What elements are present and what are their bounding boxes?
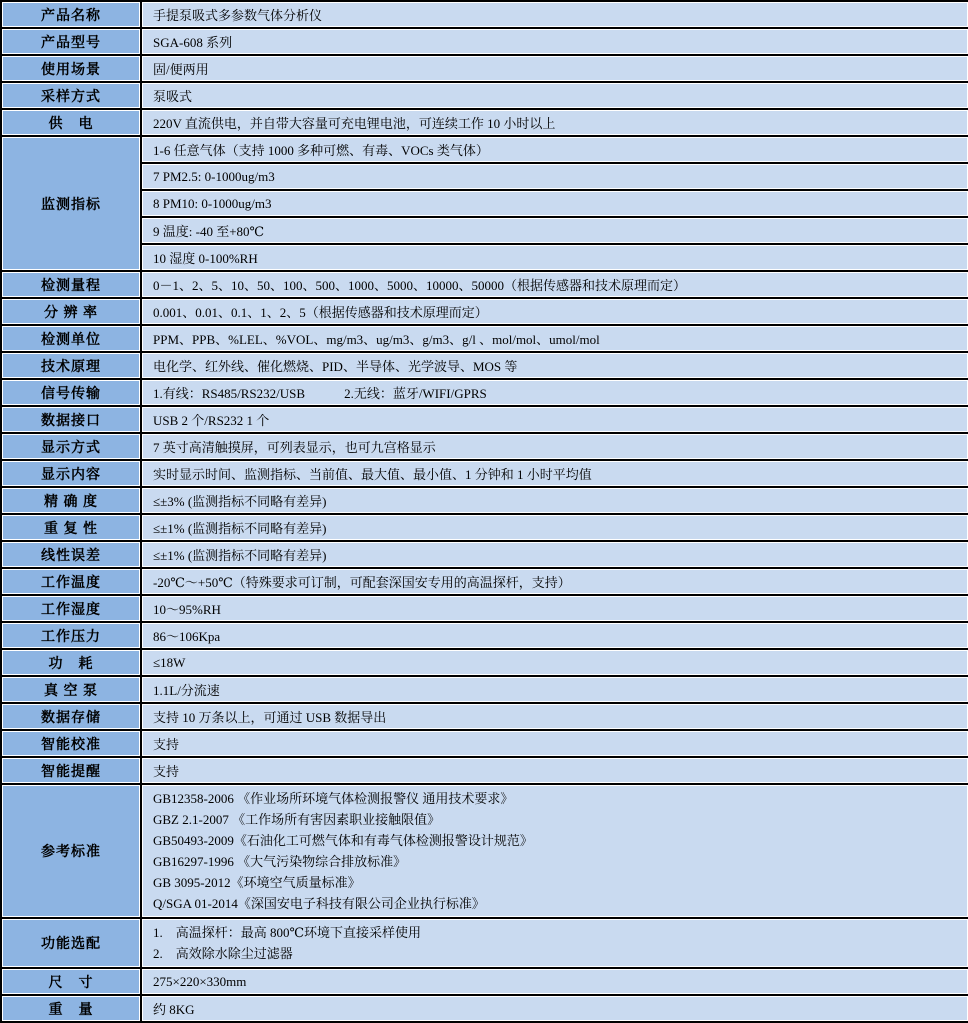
- row-label: 检测量程: [1, 271, 141, 298]
- spec-row: [1, 325, 968, 352]
- row-value: 泵吸式: [141, 82, 968, 109]
- row-value: 275×220×330mm: [141, 968, 968, 995]
- row-value: 9 温度: -40 至+80℃: [141, 217, 968, 244]
- row-value: 0.001、0.01、0.1、1、2、5（根据传感器和技术原理而定）: [141, 298, 968, 325]
- row-value: 10～95%RH: [141, 595, 968, 622]
- row-value: 约 8KG: [141, 995, 968, 1022]
- spec-row: [1, 460, 968, 487]
- row-value: 1.1L/分流速: [141, 676, 968, 703]
- row-label: 智能提醒: [1, 757, 141, 784]
- spec-row: [1, 622, 968, 649]
- row-label: 精 确 度: [1, 487, 141, 514]
- row-label: 重 量: [1, 995, 141, 1022]
- row-label: 工作压力: [1, 622, 141, 649]
- row-value: ≤±3% (监测指标不同略有差异): [141, 487, 968, 514]
- row-label: 智能校准: [1, 730, 141, 757]
- row-value: 220V 直流供电，并自带大容量可充电锂电池，可连续工作 10 小时以上: [141, 109, 968, 136]
- row-value-line: GB16297-1996 《大气污染物综合排放标准》: [153, 854, 407, 869]
- row-label: 功能选配: [1, 918, 141, 968]
- row-value-line: GBZ 2.1-2007 《工作场所有害因素职业接触限值》: [153, 812, 441, 827]
- spec-row: [1, 298, 968, 325]
- spec-row: [1, 649, 968, 676]
- row-value-line: 2. 高效除水除尘过滤器: [153, 946, 293, 961]
- row-label: 功 耗: [1, 649, 141, 676]
- row-label: 重 复 性: [1, 514, 141, 541]
- row-value: SGA-608 系列: [141, 28, 968, 55]
- row-value: 1-6 任意气体（支持 1000 多种可燃、有毒、VOCs 类气体）: [141, 136, 968, 163]
- row-label: 使用场景: [1, 55, 141, 82]
- row-value: ≤±1% (监测指标不同略有差异): [141, 541, 968, 568]
- row-value: 支持 10 万条以上，可通过 USB 数据导出: [141, 703, 968, 730]
- row-value: 86～106Kpa: [141, 622, 968, 649]
- row-label: 数据存储: [1, 703, 141, 730]
- row-value: 支持: [141, 757, 968, 784]
- spec-row: [1, 433, 968, 460]
- row-label: 真 空 泵: [1, 676, 141, 703]
- spec-row: [1, 379, 968, 406]
- row-value: 固/便两用: [141, 55, 968, 82]
- row-value: [141, 918, 968, 968]
- row-label: 线性误差: [1, 541, 141, 568]
- spec-row: [1, 676, 968, 703]
- row-label: 产品名称: [1, 1, 141, 28]
- row-label: 信号传输: [1, 379, 141, 406]
- spec-row: [1, 968, 968, 995]
- row-value: 手提泵吸式多参数气体分析仪: [141, 1, 968, 28]
- row-value-line: GB12358-2006 《作业场所环境气体检测报警仪 通用技术要求》: [153, 791, 514, 806]
- spec-row: [1, 109, 968, 136]
- spec-row: [1, 244, 968, 271]
- spec-row: [1, 995, 968, 1022]
- row-value: 实时显示时间、监测指标、当前值、最大值、最小值、1 分钟和 1 小时平均值: [141, 460, 968, 487]
- row-label: 工作湿度: [1, 595, 141, 622]
- row-value: USB 2 个/RS232 1 个: [141, 406, 968, 433]
- spec-row: [1, 82, 968, 109]
- spec-row: [1, 136, 968, 163]
- row-label: 采样方式: [1, 82, 141, 109]
- row-label: 工作温度: [1, 568, 141, 595]
- spec-row: [1, 406, 968, 433]
- row-value: 0－1、2、5、10、50、100、500、1000、5000、10000、50000（根据传感器和技术原理而定）: [141, 271, 968, 298]
- row-value: 10 湿度 0-100%RH: [141, 244, 968, 271]
- row-label: 检测单位: [1, 325, 141, 352]
- spec-row: [1, 703, 968, 730]
- row-value: 1.有线：RS485/RS232/USB 2.无线：蓝牙/WIFI/GPRS: [141, 379, 968, 406]
- row-label: 技术原理: [1, 352, 141, 379]
- row-value-line: 1. 高温探杆：最高 800℃环境下直接采样使用: [153, 925, 422, 940]
- spec-row: [1, 784, 968, 918]
- spec-row: [1, 28, 968, 55]
- spec-row: [1, 541, 968, 568]
- row-value: ≤18W: [141, 649, 968, 676]
- row-value: 8 PM10: 0-1000ug/m3: [141, 190, 968, 217]
- row-label: 供 电: [1, 109, 141, 136]
- spec-row: [1, 730, 968, 757]
- spec-row: [1, 190, 968, 217]
- spec-row: [1, 217, 968, 244]
- row-value-line: GB 3095-2012《环境空气质量标准》: [153, 875, 361, 890]
- spec-row: [1, 757, 968, 784]
- row-value: ≤±1% (监测指标不同略有差异): [141, 514, 968, 541]
- spec-row: [1, 55, 968, 82]
- spec-row: [1, 1, 968, 28]
- row-value: 电化学、红外线、催化燃烧、PID、半导体、光学波导、MOS 等: [141, 352, 968, 379]
- row-value-line: GB50493-2009《石油化工可燃气体和有毒气体检测报警设计规范》: [153, 833, 533, 848]
- row-label: 数据接口: [1, 406, 141, 433]
- spec-row: [1, 163, 968, 190]
- spec-row: [1, 271, 968, 298]
- row-value: 支持: [141, 730, 968, 757]
- spec-row: [1, 514, 968, 541]
- spec-row: [1, 487, 968, 514]
- row-label: 显示方式: [1, 433, 141, 460]
- row-value: 7 PM2.5: 0-1000ug/m3: [141, 163, 968, 190]
- row-value: 7 英寸高清触摸屏，可列表显示，也可九宫格显示: [141, 433, 968, 460]
- row-value: -20℃～+50℃（特殊要求可订制，可配套深国安专用的高温探杆，支持）: [141, 568, 968, 595]
- row-label: 显示内容: [1, 460, 141, 487]
- row-value: PPM、PPB、%LEL、%VOL、mg/m3、ug/m3、g/m3、g/l 、mol/mol、umol/mol: [141, 325, 968, 352]
- spec-row: [1, 595, 968, 622]
- row-label: 产品型号: [1, 28, 141, 55]
- row-label: 分 辨 率: [1, 298, 141, 325]
- row-label: 参考标准: [1, 784, 141, 918]
- row-label: 监测指标: [1, 136, 141, 271]
- row-label: 尺 寸: [1, 968, 141, 995]
- spec-row: [1, 568, 968, 595]
- spec-row: [1, 352, 968, 379]
- row-value-line: Q/SGA 01-2014《深国安电子科技有限公司企业执行标准》: [153, 896, 485, 911]
- spec-row: [1, 918, 968, 968]
- row-value: [141, 784, 968, 918]
